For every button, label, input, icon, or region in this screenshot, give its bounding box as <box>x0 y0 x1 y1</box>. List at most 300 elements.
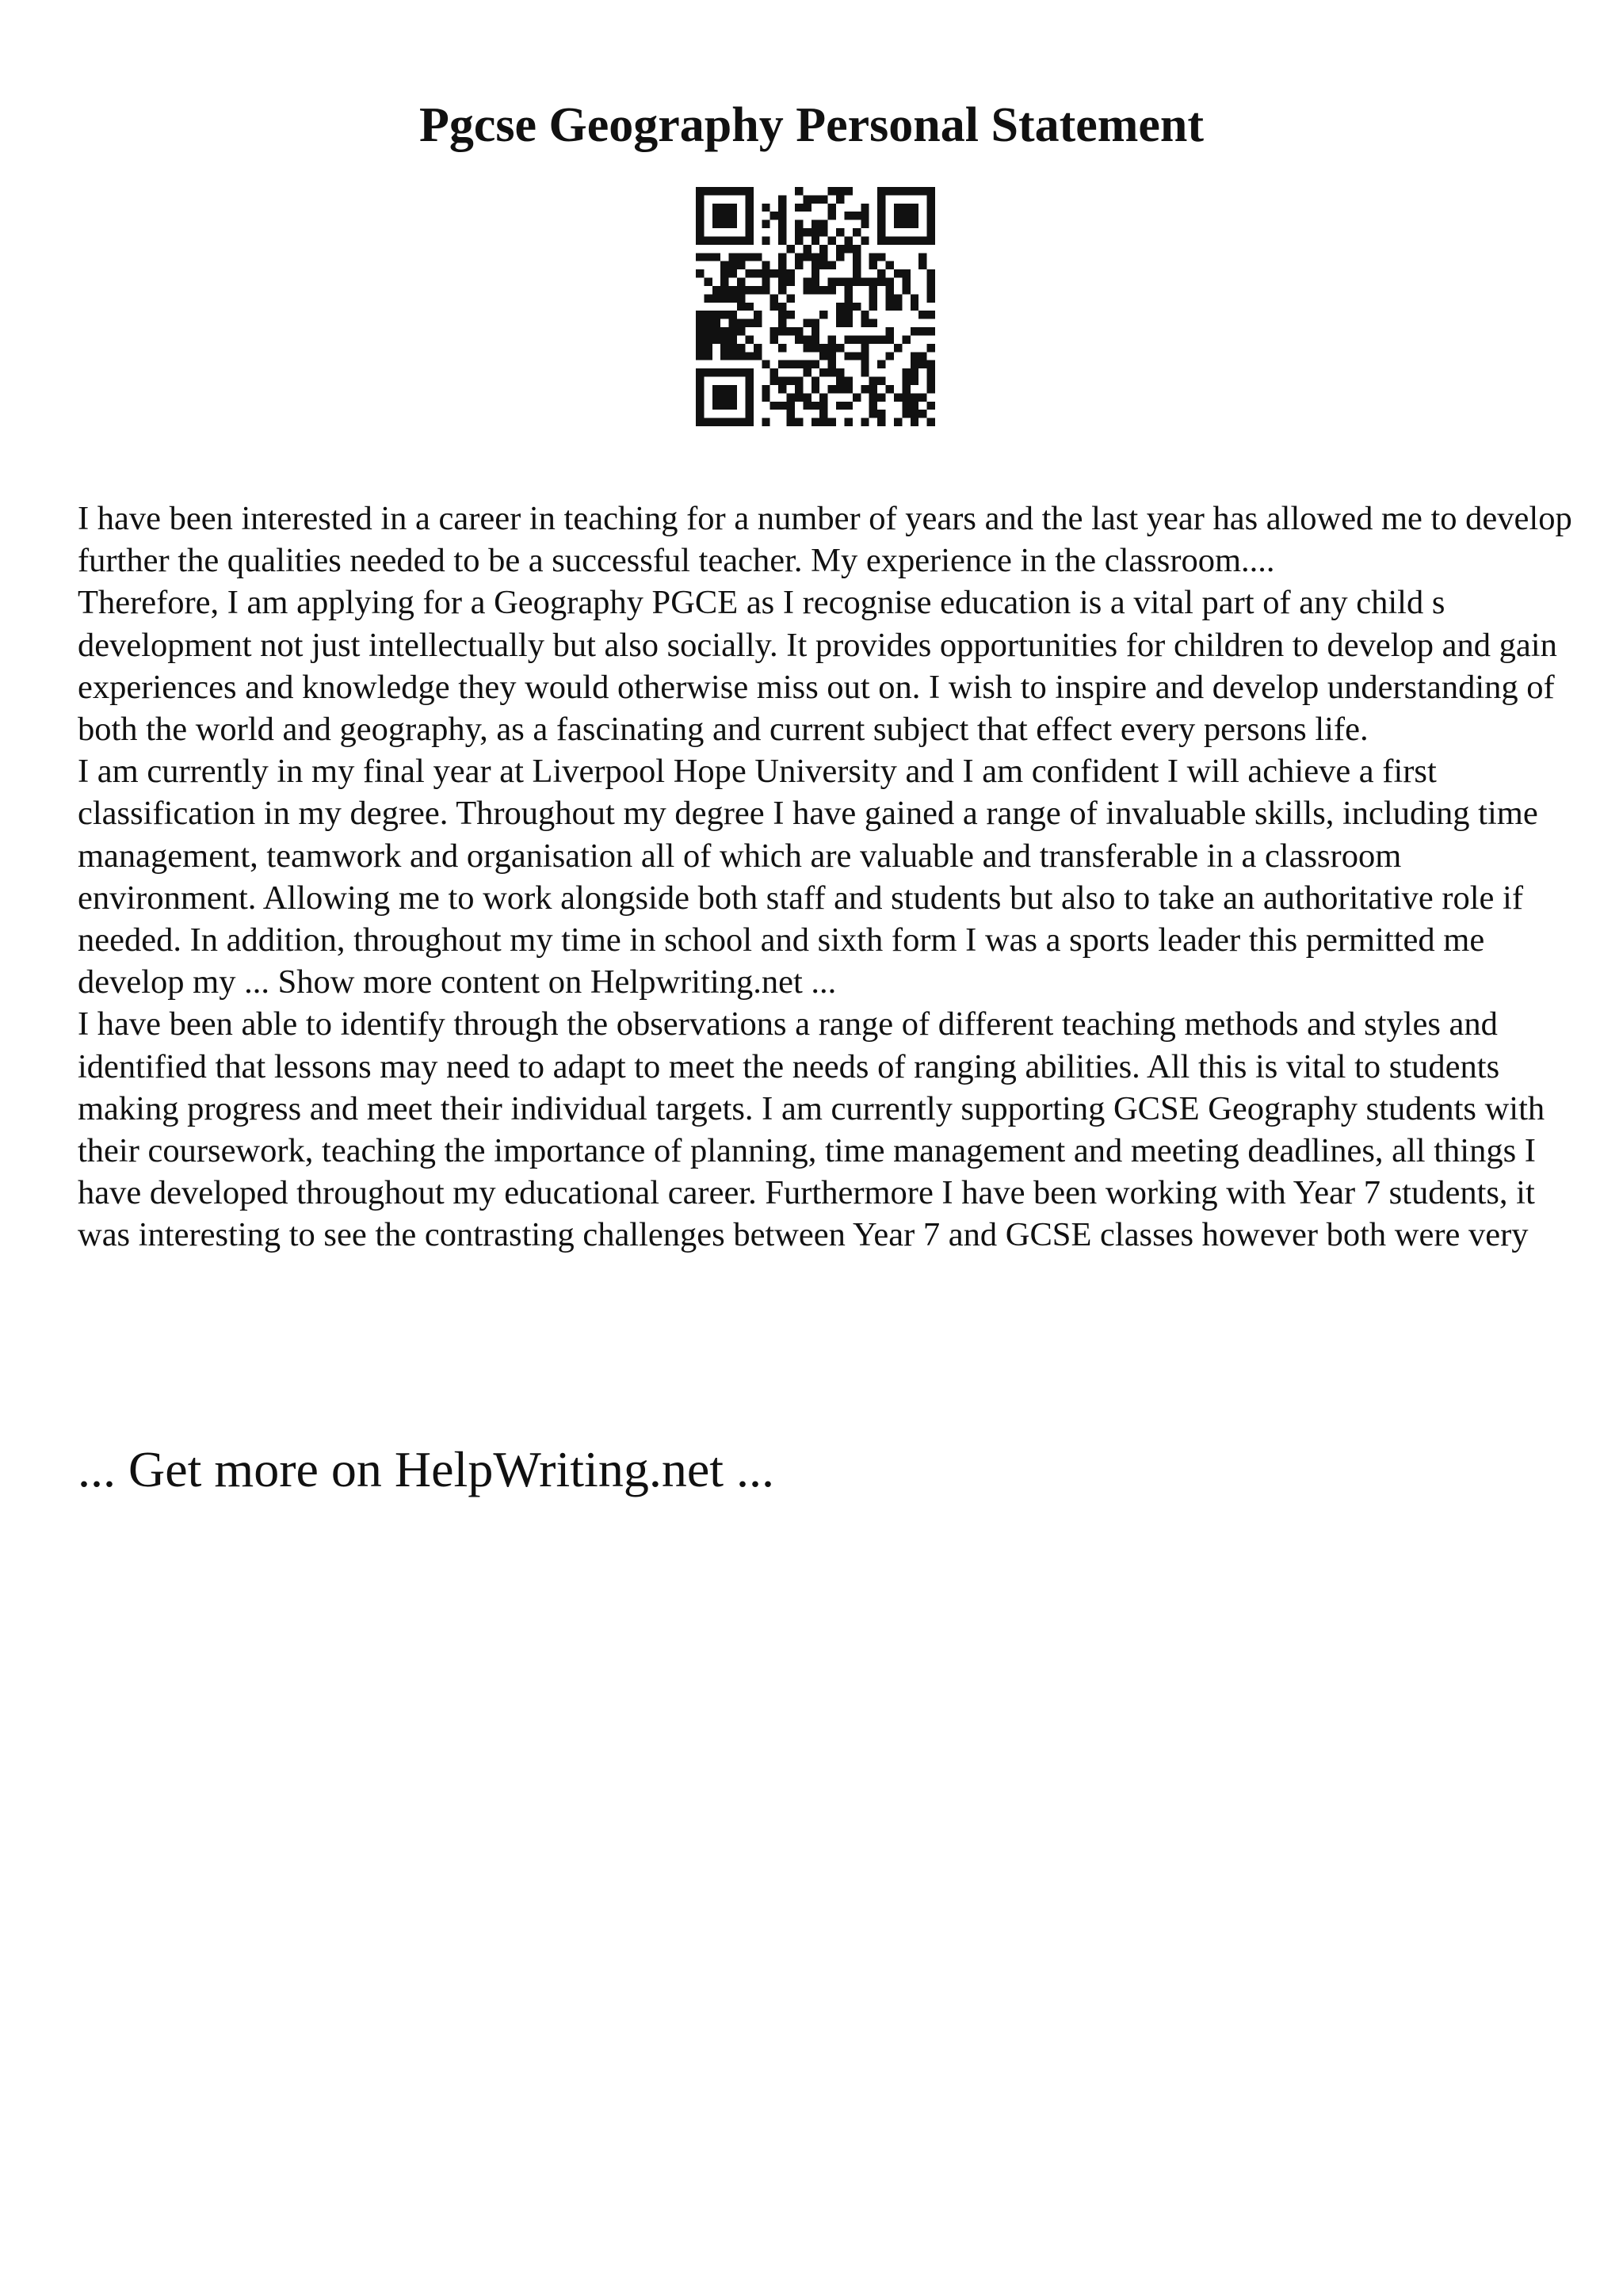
qr-module <box>729 352 737 360</box>
qr-module <box>778 253 786 261</box>
qr-module <box>745 269 753 277</box>
qr-module <box>812 418 819 426</box>
qr-module <box>737 352 745 360</box>
qr-module <box>927 204 935 212</box>
qr-module <box>720 327 728 335</box>
qr-module <box>894 269 902 277</box>
qr-module <box>861 418 869 426</box>
qr-module <box>704 294 712 302</box>
qr-module <box>770 212 778 219</box>
qr-module <box>737 253 745 261</box>
qr-module <box>754 344 762 352</box>
qr-module <box>737 236 745 244</box>
qr-module <box>803 344 811 352</box>
qr-module <box>778 236 786 244</box>
qr-module <box>853 335 861 343</box>
qr-module <box>927 294 935 302</box>
qr-module <box>720 344 728 352</box>
qr-module <box>828 236 836 244</box>
qr-module <box>819 286 827 294</box>
qr-module <box>778 212 786 219</box>
qr-module <box>720 294 728 302</box>
qr-module <box>869 393 877 401</box>
qr-module <box>803 402 811 410</box>
qr-module <box>737 368 745 376</box>
qr-module <box>704 187 712 195</box>
qr-module <box>696 335 704 343</box>
qr-module <box>704 311 712 318</box>
qr-module <box>836 319 844 327</box>
qr-module <box>877 236 885 244</box>
qr-module <box>911 402 918 410</box>
qr-module <box>869 377 877 385</box>
qr-module <box>696 344 704 352</box>
qr-module <box>877 278 885 286</box>
qr-module <box>696 220 704 228</box>
qr-module <box>869 385 877 393</box>
qr-module <box>712 368 720 376</box>
qr-module <box>778 311 786 318</box>
qr-module <box>828 335 836 343</box>
qr-module <box>770 335 778 343</box>
qr-module <box>729 212 737 219</box>
qr-module <box>812 327 819 335</box>
qr-module <box>861 319 869 327</box>
qr-module <box>712 294 720 302</box>
qr-module <box>911 212 918 219</box>
qr-module <box>729 311 737 318</box>
qr-module <box>696 204 704 212</box>
qr-module <box>712 253 720 261</box>
qr-module <box>729 236 737 244</box>
qr-module <box>696 228 704 236</box>
qr-module <box>729 344 737 352</box>
qr-module <box>778 220 786 228</box>
qr-module <box>795 236 803 244</box>
qr-module <box>729 269 737 277</box>
qr-module <box>696 319 704 327</box>
qr-module <box>696 385 704 393</box>
qr-module <box>704 352 712 360</box>
qr-module <box>787 377 795 385</box>
qr-module <box>853 269 861 277</box>
qr-module <box>778 195 786 203</box>
qr-module <box>729 286 737 294</box>
qr-module <box>737 187 745 195</box>
qr-module <box>729 261 737 269</box>
qr-module <box>927 368 935 376</box>
qr-module <box>770 269 778 277</box>
qr-module <box>819 311 827 318</box>
qr-module <box>696 327 704 335</box>
qr-module <box>778 344 786 352</box>
qr-module <box>795 204 803 212</box>
qr-module <box>795 393 803 401</box>
qr-module <box>720 352 728 360</box>
qr-module <box>762 385 769 393</box>
qr-module <box>803 245 811 253</box>
qr-module <box>819 220 827 228</box>
qr-module <box>720 236 728 244</box>
qr-module <box>844 286 852 294</box>
qr-module <box>927 385 935 393</box>
qr-module <box>894 187 902 195</box>
qr-module <box>787 278 795 286</box>
qr-module <box>720 261 728 269</box>
qr-module <box>803 393 811 401</box>
qr-module <box>861 360 869 368</box>
qr-module <box>828 286 836 294</box>
qr-module <box>704 335 712 343</box>
qr-module <box>745 385 753 393</box>
qr-module <box>696 352 704 360</box>
qr-module <box>902 286 910 294</box>
qr-module <box>745 402 753 410</box>
qr-module <box>861 335 869 343</box>
qr-module <box>819 352 827 360</box>
qr-module <box>902 204 910 212</box>
qr-module <box>812 228 819 236</box>
qr-module <box>803 368 811 376</box>
qr-module <box>778 261 786 269</box>
qr-module <box>886 294 894 302</box>
qr-module <box>886 187 894 195</box>
qr-module <box>696 269 704 277</box>
qr-module <box>911 327 918 335</box>
qr-module <box>770 327 778 335</box>
qr-module <box>795 327 803 335</box>
qr-module <box>729 319 737 327</box>
qr-module <box>745 352 753 360</box>
qr-module <box>803 253 811 261</box>
qr-module <box>853 261 861 269</box>
qr-module <box>778 228 786 236</box>
qr-module <box>696 311 704 318</box>
qr-module <box>877 228 885 236</box>
qr-module <box>927 418 935 426</box>
qr-module <box>828 418 836 426</box>
qr-module <box>720 220 728 228</box>
qr-module <box>911 204 918 212</box>
qr-module <box>819 418 827 426</box>
qr-module <box>729 220 737 228</box>
qr-module <box>778 385 786 393</box>
qr-module <box>720 311 728 318</box>
qr-module <box>886 278 894 286</box>
qr-module <box>803 286 811 294</box>
qr-module <box>712 327 720 335</box>
get-more-link[interactable]: ... Get more on HelpWriting.net ... <box>78 1441 774 1497</box>
qr-module <box>729 393 737 401</box>
qr-module <box>745 410 753 418</box>
qr-module <box>844 311 852 318</box>
qr-module <box>795 261 803 269</box>
qr-module <box>828 212 836 219</box>
qr-module <box>745 228 753 236</box>
qr-module <box>787 311 795 318</box>
qr-module <box>927 195 935 203</box>
qr-module <box>745 286 753 294</box>
qr-module <box>861 311 869 318</box>
paragraph-1: I have been interested in a career in teaching for a number of years and the last year has allowed me to develop further the qualities needed to be a successful teacher. My experience in the classroom.... <box>78 500 1572 580</box>
qr-module <box>836 377 844 385</box>
qr-module <box>745 195 753 203</box>
qr-module <box>886 236 894 244</box>
qr-module <box>918 410 926 418</box>
qr-module <box>902 220 910 228</box>
qr-module <box>787 294 795 302</box>
qr-module <box>745 319 753 327</box>
qr-module <box>778 286 786 294</box>
qr-module <box>803 360 811 368</box>
qr-module <box>778 327 786 335</box>
qr-module <box>696 368 704 376</box>
qr-module <box>778 204 786 212</box>
qr-module <box>762 220 769 228</box>
qr-module <box>869 294 877 302</box>
qr-module <box>696 377 704 385</box>
qr-module <box>861 352 869 360</box>
qr-module <box>918 360 926 368</box>
qr-module <box>795 253 803 261</box>
qr-module <box>737 319 745 327</box>
qr-module <box>869 319 877 327</box>
qr-module <box>762 286 769 294</box>
qr-module <box>844 303 852 311</box>
qr-module <box>828 352 836 360</box>
qr-module <box>836 385 844 393</box>
qr-module <box>886 352 894 360</box>
qr-module <box>927 228 935 236</box>
qr-module <box>894 418 902 426</box>
qr-module <box>886 303 894 311</box>
qr-module <box>844 236 852 244</box>
qr-module <box>836 402 844 410</box>
qr-module <box>844 245 852 253</box>
qr-module <box>836 228 844 236</box>
qr-module <box>828 360 836 368</box>
qr-module <box>737 294 745 302</box>
qr-module <box>778 278 786 286</box>
qr-code-icon <box>696 187 935 426</box>
qr-module <box>787 327 795 335</box>
qr-module <box>836 253 844 261</box>
qr-module <box>844 377 852 385</box>
qr-module <box>795 377 803 385</box>
qr-module <box>828 385 836 393</box>
qr-module <box>836 245 844 253</box>
qr-module <box>836 303 844 311</box>
qr-module <box>836 368 844 376</box>
qr-module <box>844 294 852 302</box>
qr-module <box>787 410 795 418</box>
qr-module <box>787 393 795 401</box>
qr-module <box>828 204 836 212</box>
qr-module <box>877 269 885 277</box>
qr-module <box>911 303 918 311</box>
qr-module <box>894 212 902 219</box>
qr-module <box>745 393 753 401</box>
qr-module <box>927 220 935 228</box>
qr-module <box>902 269 910 277</box>
qr-module <box>745 236 753 244</box>
qr-module <box>844 352 852 360</box>
qr-module <box>927 311 935 318</box>
qr-module <box>762 360 769 368</box>
qr-module <box>853 253 861 261</box>
qr-module <box>844 212 852 219</box>
qr-module <box>745 204 753 212</box>
qr-module <box>836 195 844 203</box>
qr-module <box>828 278 836 286</box>
qr-module <box>795 418 803 426</box>
qr-module <box>918 253 926 261</box>
qr-module <box>911 368 918 376</box>
qr-module <box>911 418 918 426</box>
qr-module <box>778 269 786 277</box>
qr-module <box>795 228 803 236</box>
qr-module <box>927 377 935 385</box>
qr-module <box>927 236 935 244</box>
qr-module <box>762 236 769 244</box>
qr-module <box>828 187 836 195</box>
qr-module <box>836 311 844 318</box>
qr-module <box>853 212 861 219</box>
qr-module <box>778 319 786 327</box>
qr-module <box>902 385 910 393</box>
qr-module <box>754 253 762 261</box>
qr-module <box>877 212 885 219</box>
qr-module <box>836 344 844 352</box>
qr-module <box>720 269 728 277</box>
qr-module <box>869 402 877 410</box>
qr-module <box>861 204 869 212</box>
qr-module <box>795 385 803 393</box>
qr-module <box>704 319 712 327</box>
qr-module <box>902 212 910 219</box>
qr-module <box>787 418 795 426</box>
qr-module <box>770 294 778 302</box>
qr-module <box>894 303 902 311</box>
qr-module <box>712 236 720 244</box>
qr-module <box>696 253 704 261</box>
qr-module <box>704 344 712 352</box>
qr-module <box>812 261 819 269</box>
qr-module <box>853 228 861 236</box>
qr-module <box>729 368 737 376</box>
qr-module <box>819 253 827 261</box>
qr-module <box>918 327 926 335</box>
qr-module <box>812 278 819 286</box>
qr-module <box>877 418 885 426</box>
qr-module <box>918 261 926 269</box>
qr-module <box>819 245 827 253</box>
qr-module <box>729 294 737 302</box>
qr-module <box>902 335 910 343</box>
qr-module <box>803 195 811 203</box>
qr-module <box>853 245 861 253</box>
qr-module <box>803 335 811 343</box>
qr-module <box>819 410 827 418</box>
qr-module <box>712 335 720 343</box>
qr-module <box>819 402 827 410</box>
qr-module <box>745 212 753 219</box>
page-title: Pgcse Geography Personal Statement <box>418 98 1205 152</box>
qr-module <box>745 377 753 385</box>
qr-module <box>812 335 819 343</box>
qr-module <box>812 286 819 294</box>
qr-module <box>877 220 885 228</box>
qr-module <box>729 187 737 195</box>
qr-module <box>720 204 728 212</box>
qr-module <box>927 402 935 410</box>
qr-module <box>853 352 861 360</box>
qr-module <box>737 303 745 311</box>
qr-module <box>737 344 745 352</box>
qr-module <box>712 418 720 426</box>
qr-module <box>853 393 861 401</box>
qr-module <box>704 236 712 244</box>
qr-module <box>877 187 885 195</box>
qr-module <box>712 212 720 219</box>
qr-module <box>729 335 737 343</box>
qr-module <box>770 402 778 410</box>
qr-module <box>927 360 935 368</box>
qr-module <box>803 228 811 236</box>
qr-module <box>787 402 795 410</box>
qr-module <box>720 278 728 286</box>
qr-module <box>762 278 769 286</box>
qr-module <box>704 418 712 426</box>
qr-module <box>720 368 728 376</box>
qr-module <box>762 418 769 426</box>
qr-module <box>720 286 728 294</box>
qr-module <box>911 377 918 385</box>
qr-module <box>911 352 918 360</box>
qr-module <box>861 236 869 244</box>
qr-module <box>696 402 704 410</box>
qr-module <box>894 393 902 401</box>
qr-module <box>918 236 926 244</box>
qr-module <box>828 344 836 352</box>
qr-module <box>812 319 819 327</box>
qr-module <box>745 303 753 311</box>
qr-module <box>927 344 935 352</box>
qr-module <box>795 335 803 343</box>
paragraph-2: Therefore, I am applying for a Geography PGCE as I recognise education is a vital part of any child s development not just intellectually but also socially. It provides opportunities for children to develop and gain experiences and knowledge they would otherwise miss out on. I wish to inspire and develop understanding of both the world and geography, as a fascinating and current subject that effect every persons life. <box>78 584 1557 749</box>
qr-module <box>812 220 819 228</box>
qr-module <box>894 204 902 212</box>
qr-module <box>812 236 819 244</box>
qr-module <box>696 236 704 244</box>
qr-module <box>762 204 769 212</box>
qr-module <box>737 261 745 269</box>
qr-module <box>778 360 786 368</box>
paragraph-4: I have been able to identify through the observations a range of different teaching methods and styles and identified that lessons may need to adapt to meet the needs of ranging abilities. All this is vital to students making progress and meet their individual targets. I am currently supporting GCSE Geography students with their coursework, teaching the importance of planning, time management and meeting deadlines, all things I have developed throughout my educational career. Furthermore I have been working with Year 7 students, it was interesting to see the contrasting challenges between Year 7 and GCSE classes however both were very <box>78 1005 1545 1254</box>
qr-module <box>861 212 869 219</box>
qr-module <box>745 253 753 261</box>
qr-module <box>696 410 704 418</box>
qr-module <box>696 393 704 401</box>
qr-module <box>737 278 745 286</box>
qr-module <box>787 269 795 277</box>
qr-module <box>819 228 827 236</box>
qr-module <box>828 368 836 376</box>
qr-module <box>770 303 778 311</box>
qr-module <box>902 393 910 401</box>
qr-module <box>918 352 926 360</box>
qr-module <box>853 278 861 286</box>
